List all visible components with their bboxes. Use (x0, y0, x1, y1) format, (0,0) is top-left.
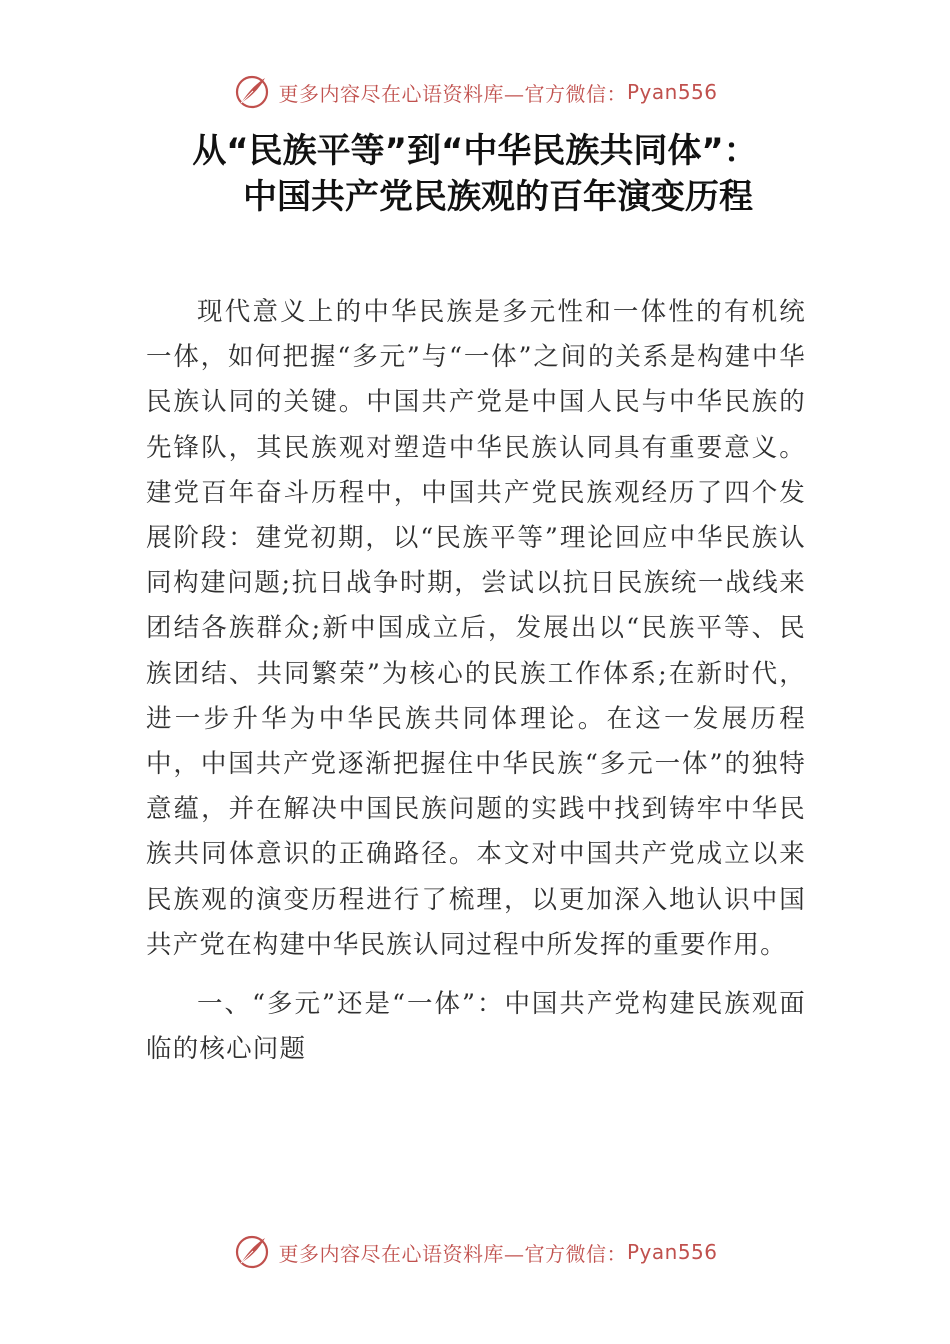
feather-quill-logo-icon (232, 72, 272, 112)
title-line-2: 中国共产党民族观的百年演变历程 (243, 177, 753, 217)
watermark-text: 更多内容尽在心语资料库—官方微信： (278, 1241, 627, 1266)
section-heading-1: 一、“多元”还是“一体”：中国共产党构建民族观面临的核心问题 (146, 989, 806, 1065)
watermark-wechat-id: Pyan556 (626, 80, 718, 104)
title-line-1: 从“民族平等”到“中华民族共同体”： (192, 131, 758, 171)
abstract-paragraph: 现代意义上的中华民族是多元性和一体性的有机统一体，如何把握“多元”与“一体”之间的关系是构建中华民族认同的关键。中国共产党是中国人民与中华民族的先锋队，其民族观对塑造中华民族认同具有重要意义。建党百年奋斗历程中，中国共产党民族观经历了四个发展阶段：建党初期，以“民族平等”理论回应中华民族认同构建问题;抗日战争时期，尝试以抗日民族统一战线来团结各族群众;新中国成立后，发展出以“民族平等、民族团结、共同繁荣”为核心的民族工作体系;在新时代，进一步升华为中华民族共同体理论。在这一发展历程中，中国共产党逐渐把握住中华民族“多元一体”的独特意蕴，并在解决中国民族问题的实践中找到铸牢中华民族共同体意识的正确路径。本文对中国共产党成立以来民族观的演变历程进行了梳理，以更加深入地认识中国共产党在构建中华民族认同过程中所发挥的重要作用。 (146, 297, 806, 960)
watermark-wechat-id: Pyan556 (626, 1240, 718, 1264)
document-title (0, 128, 950, 220)
feather-quill-logo-icon (232, 1232, 272, 1272)
header-watermark (0, 72, 950, 112)
watermark-text: 更多内容尽在心语资料库—官方微信： (278, 81, 627, 106)
footer-watermark (0, 1232, 950, 1272)
document-body (146, 290, 806, 1072)
